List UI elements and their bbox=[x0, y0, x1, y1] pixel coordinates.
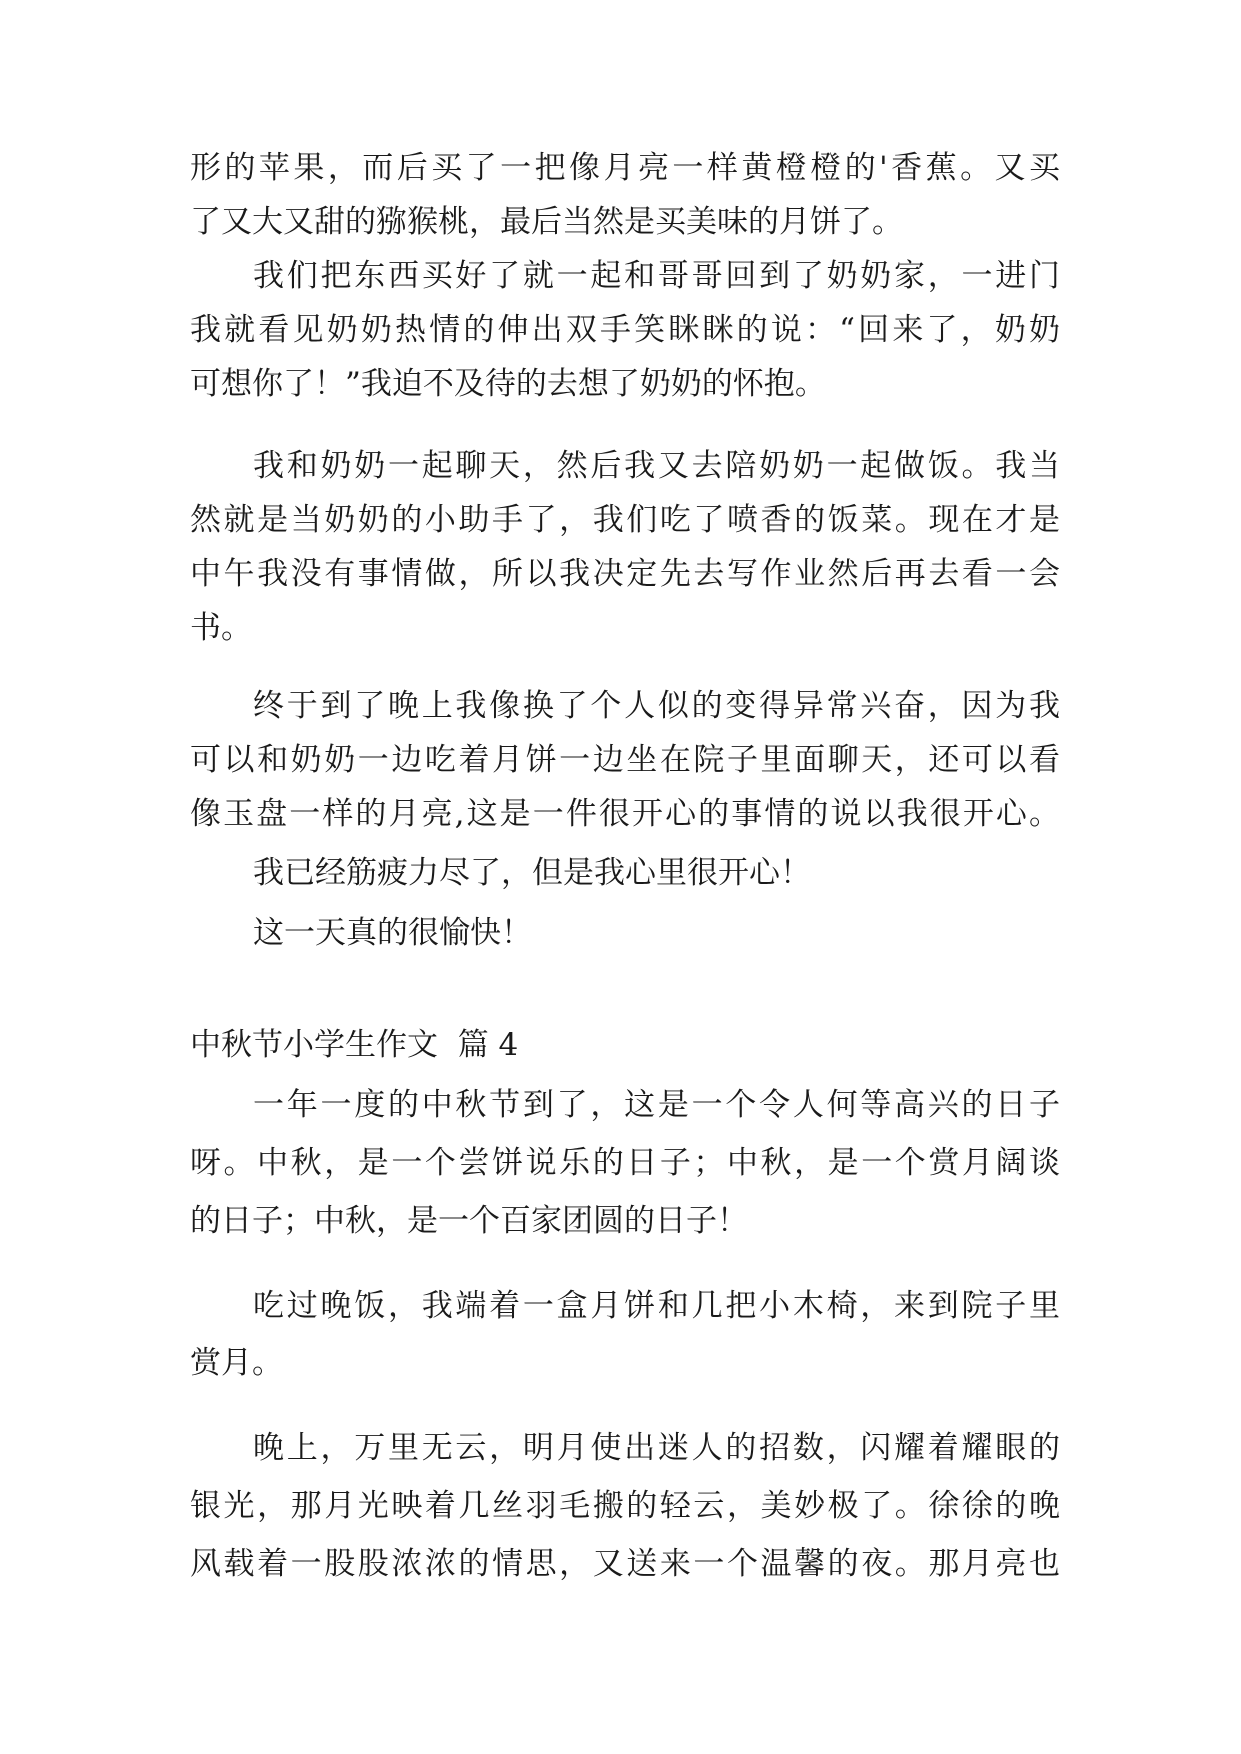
text-line: 然就是当奶奶的小助手了，我们吃了喷香的饭菜。现在才是 bbox=[190, 502, 1060, 538]
text-line: 这一天真的很愉快！ bbox=[253, 915, 532, 951]
text-line: 终于到了晚上我像换了个人似的变得异常兴奋，因为我 bbox=[253, 688, 1060, 724]
text-line: 的日子；中秋，是一个百家团圆的日子！ bbox=[190, 1203, 748, 1239]
text-line: 像玉盘一样的月亮,这是一件很开心的事情的说以我很开心。 bbox=[190, 796, 1060, 832]
text-line: 呀。中秋，是一个尝饼说乐的日子；中秋，是一个赏月阔谈 bbox=[190, 1145, 1060, 1181]
section-heading: 中秋节小学生作文 篇 4 bbox=[190, 1027, 519, 1063]
text-line: 晚上，万里无云，明月使出迷人的招数，闪耀着耀眼的 bbox=[253, 1430, 1060, 1466]
text-line: 银光，那月光映着几丝羽毛搬的轻云，美妙极了。徐徐的晚 bbox=[190, 1488, 1060, 1524]
text-line: 我和奶奶一起聊天，然后我又去陪奶奶一起做饭。我当 bbox=[253, 448, 1060, 484]
text-line: 吃过晚饭，我端着一盒月饼和几把小木椅，来到院子里 bbox=[253, 1288, 1060, 1324]
text-line: 一年一度的中秋节到了，这是一个令人何等高兴的日子 bbox=[253, 1087, 1060, 1123]
text-line: 了又大又甜的猕猴桃，最后当然是买美味的月饼了。 bbox=[190, 204, 903, 240]
text-line: 书。 bbox=[190, 610, 252, 646]
text-line: 中午我没有事情做，所以我决定先去写作业然后再去看一会 bbox=[190, 556, 1060, 592]
text-line: 赏月。 bbox=[190, 1345, 283, 1381]
text-line: 可想你了！”我迫不及待的去想了奶奶的怀抱。 bbox=[190, 366, 826, 402]
text-line: 我就看见奶奶热情的伸出双手笑眯眯的说：“回来了，奶奶 bbox=[190, 312, 1060, 348]
text-line: 风载着一股股浓浓的情思，又送来一个温馨的夜。那月亮也 bbox=[190, 1546, 1060, 1582]
text-line: 我们把东西买好了就一起和哥哥回到了奶奶家，一进门 bbox=[253, 258, 1060, 294]
text-line: 可以和奶奶一边吃着月饼一边坐在院子里面聊天，还可以看 bbox=[190, 742, 1060, 778]
text-line: 形的苹果，而后买了一把像月亮一样黄橙橙的'香蕉。又买 bbox=[190, 150, 1060, 186]
text-line: 我已经筋疲力尽了，但是我心里很开心！ bbox=[253, 855, 811, 891]
